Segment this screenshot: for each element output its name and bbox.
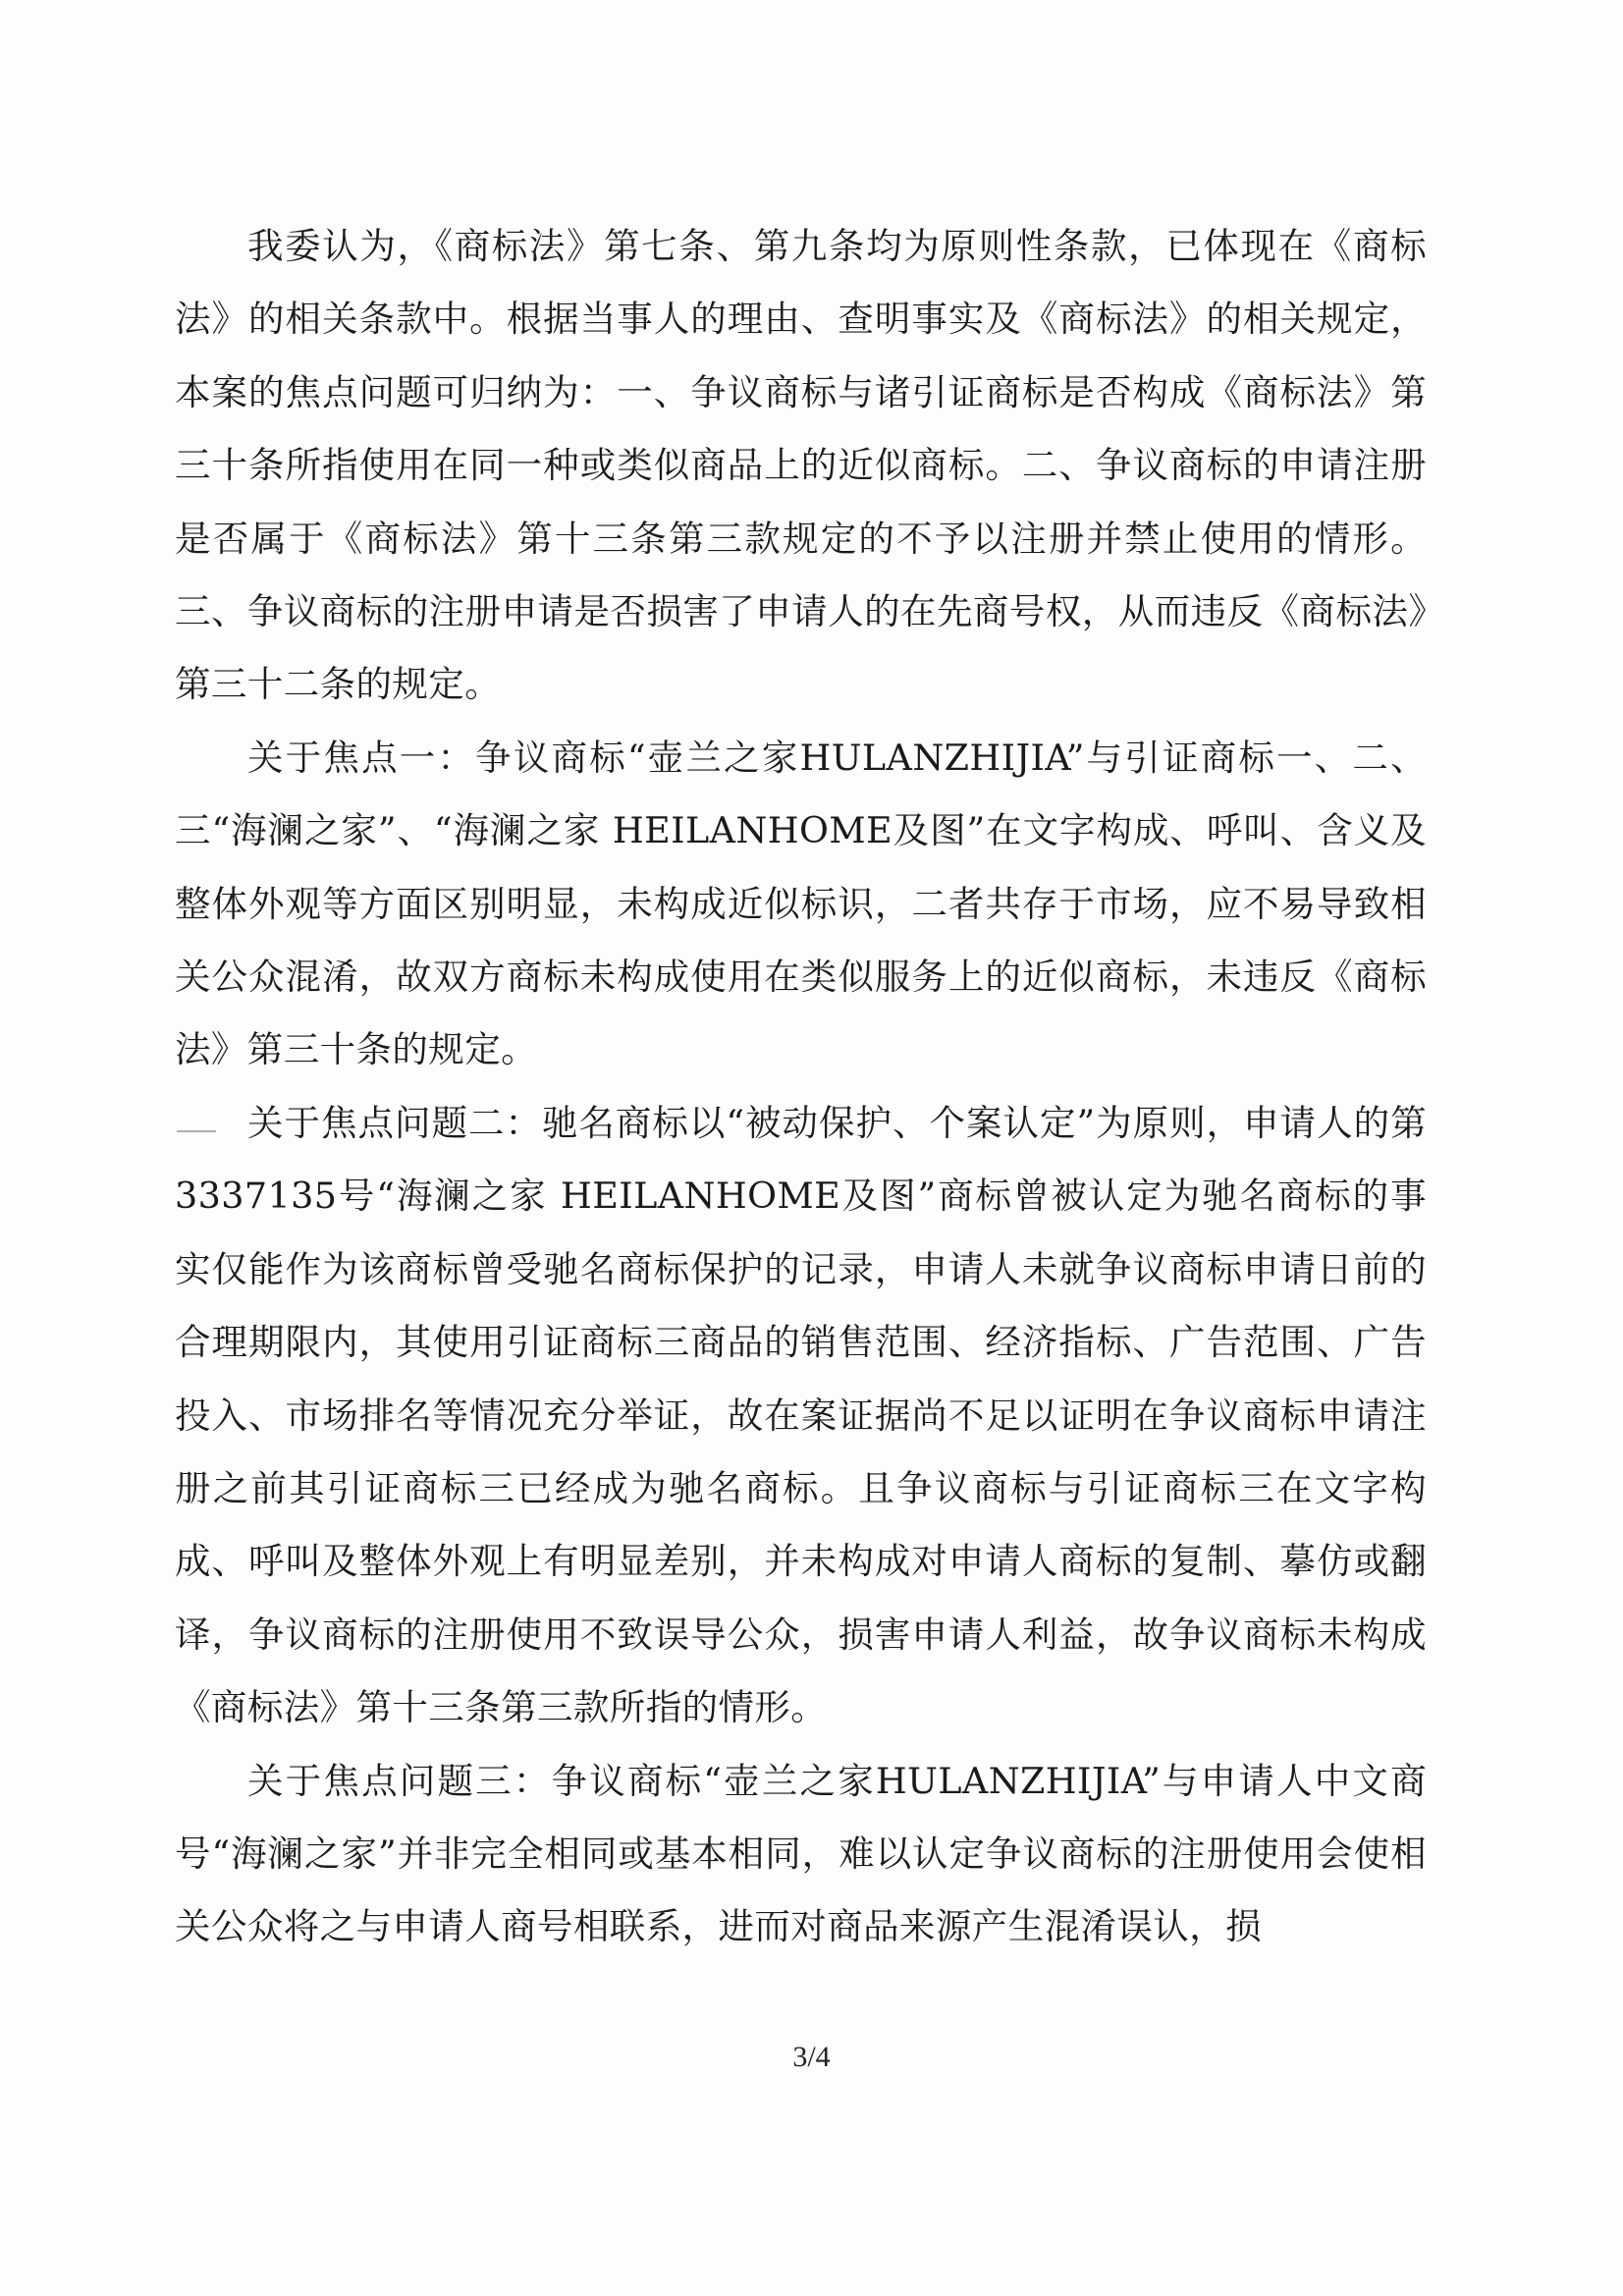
- document-body: [175, 210, 1427, 1964]
- paragraph-reasoning: 我委认为，《商标法》第七条、第九条均为原则性条款，已体现在《商标法》的相关条款中。根据当事人的理由、查明事实及《商标法》的相关规定，本案的焦点问题可归纳为：一、争议商标与诸引证商标是否构成《商标法》第三十条所指使用在同一种或类似商品上的近似商标。二、争议商标的申请注册是否属于《商标法》第十三条第三款规定的不予以注册并禁止使用的情形。三、争议商标的注册申请是否损害了申请人的在先商号权，从而违反《商标法》第三十二条的规定。: [175, 225, 1427, 706]
- paragraph-focus-two: 关于焦点问题二：驰名商标以“被动保护、个案认定”为原则，申请人的第3337135号“海澜之家 HEILANHOME及图”商标曾被认定为驰名商标的事实仅能作为该商标曾受驰名商标保护的记录，申请人未就争议商标申请日前的合理期限内，其使用引证商标三商品的销售范围、经济指标、广告范围、广告投入、市场排名等情况充分举证，故在案证据尚不足以证明在争议商标申请注册之前其引证商标三已经成为驰名商标。且争议商标与引证商标三在文字构成、呼叫及整体外观上有明显差别，并未构成对申请人商标的复制、摹仿或翻译，争议商标的注册使用不致误导公众，损害申请人利益，故争议商标未构成《商标法》第十三条第三款所指的情形。: [175, 1101, 1427, 1729]
- paragraph-focus-three: 关于焦点问题三：争议商标“壶兰之家HULANZHIJIA”与申请人中文商号“海澜之家”并非完全相同或基本相同，难以认定争议商标的注册使用会使相关公众将之与申请人商号相联系，进而对商品来源产生混淆误认，损: [175, 1759, 1427, 1948]
- page-number: 3/4: [792, 2041, 831, 2073]
- paragraph-focus-one: 关于焦点一：争议商标“壶兰之家HULANZHIJIA”与引证商标一、二、三“海澜之家”、“海澜之家 HEILANHOME及图”在文字构成、呼叫、含义及整体外观等方面区别明显，未构成近似标识，二者共存于市场，应不易导致相关公众混淆，故双方商标未构成使用在类似服务上的近似商标，未违反《商标法》第三十条的规定。: [175, 736, 1427, 1071]
